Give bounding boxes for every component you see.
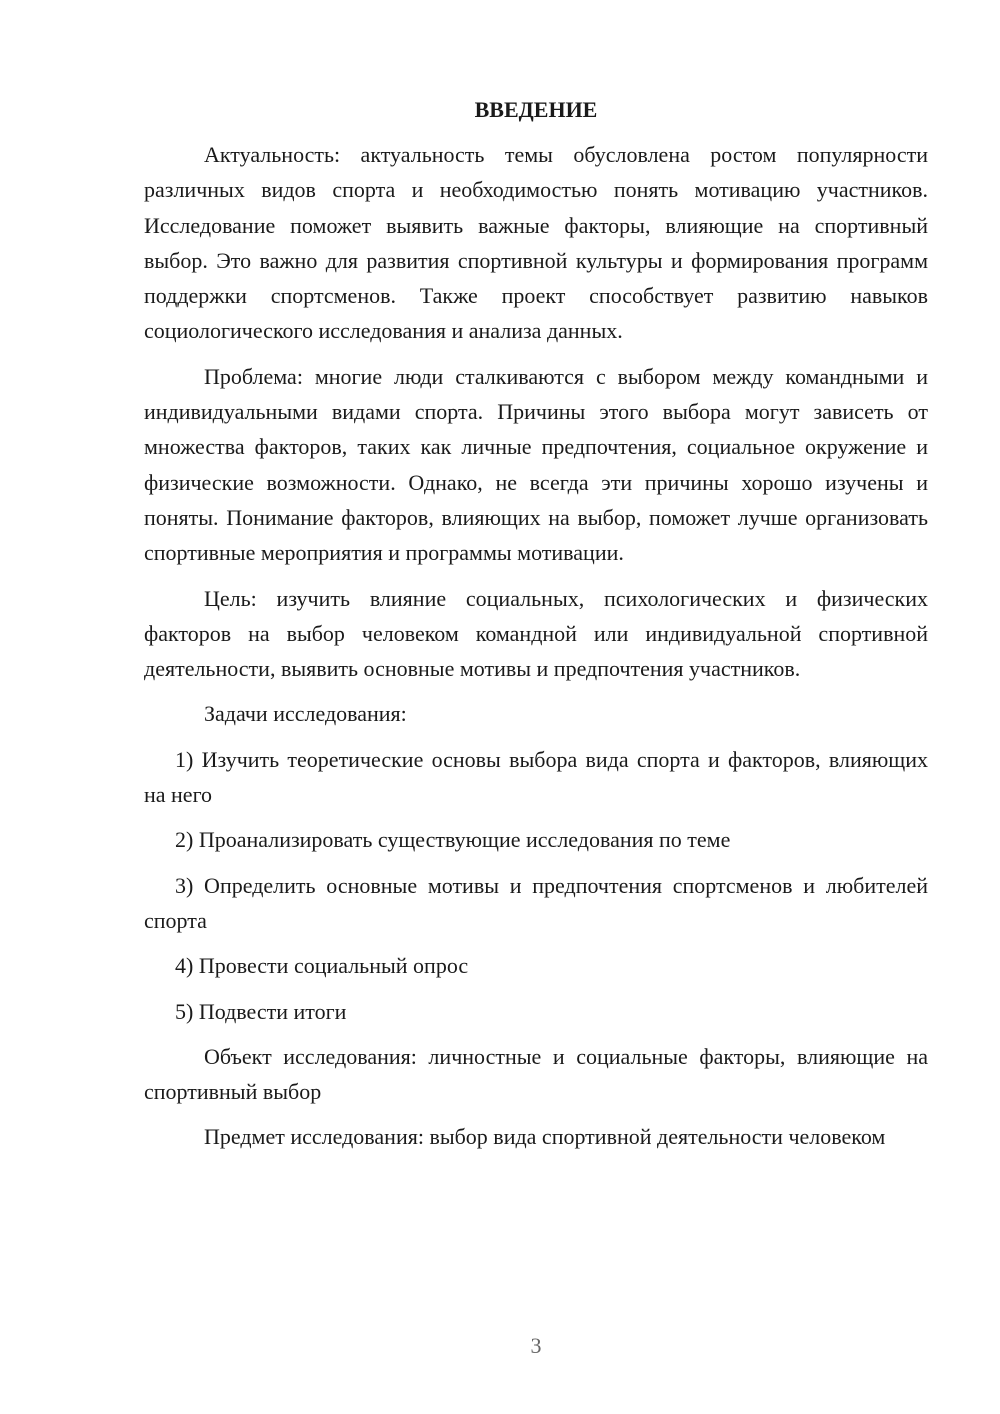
goal-paragraph: Цель: изучить влияние социальных, психологических и физических факторов на выбор человеком командной или индивидуальной спортивной деятельности, выявить основные мотивы и предпочтения участников. bbox=[144, 585, 928, 682]
problem-paragraph: Проблема: многие люди сталкиваются с выбором между командными и индивидуальными видами спорта. Причины этого выбора могут зависеть от множества факторов, таких как личные предпочтения, социальное окружение и физические возможности. Однако, не всегда эти причины хорошо изучены и поняты. Понимание факторов, влияющих на выбор, поможет лучше организовать спортивные мероприятия и программы мотивации. bbox=[144, 363, 928, 566]
task-item-5: 5) Подвести итоги bbox=[175, 998, 347, 1024]
page-number: 3 bbox=[530, 1333, 542, 1358]
relevance-paragraph: Актуальность: актуальность темы обусловлена ростом популярности различных видов спорта и необходимостью понять мотивацию участников. Исследование поможет выявить важные факторы, влияющие на спортивный выбор. Это важно для развития спортивной культуры и формирования программ поддержки спортсменов. Также проект способствует развитию навыков социологического исследования и анализа данных. bbox=[144, 142, 928, 344]
page-content bbox=[144, 92, 928, 1155]
section-title: ВВЕДЕНИЕ bbox=[474, 97, 598, 122]
subject-paragraph: Предмет исследования: выбор вида спортивной деятельности человеком bbox=[204, 1124, 886, 1150]
object-paragraph: Объект исследования: личностные и социальные факторы, влияющие на спортивный выбор bbox=[144, 1043, 928, 1105]
task-item-2: 2) Проанализировать существующие исследования по теме bbox=[175, 827, 731, 853]
task-item-1: 1) Изучить теоретические основы выбора вида спорта и факторов, влияющих на него bbox=[144, 746, 928, 808]
task-item-3: 3) Определить основные мотивы и предпочтения спортсменов и любителей спорта bbox=[144, 872, 928, 933]
tasks-heading: Задачи исследования: bbox=[204, 701, 407, 727]
task-item-4: 4) Провести социальный опрос bbox=[175, 953, 469, 979]
